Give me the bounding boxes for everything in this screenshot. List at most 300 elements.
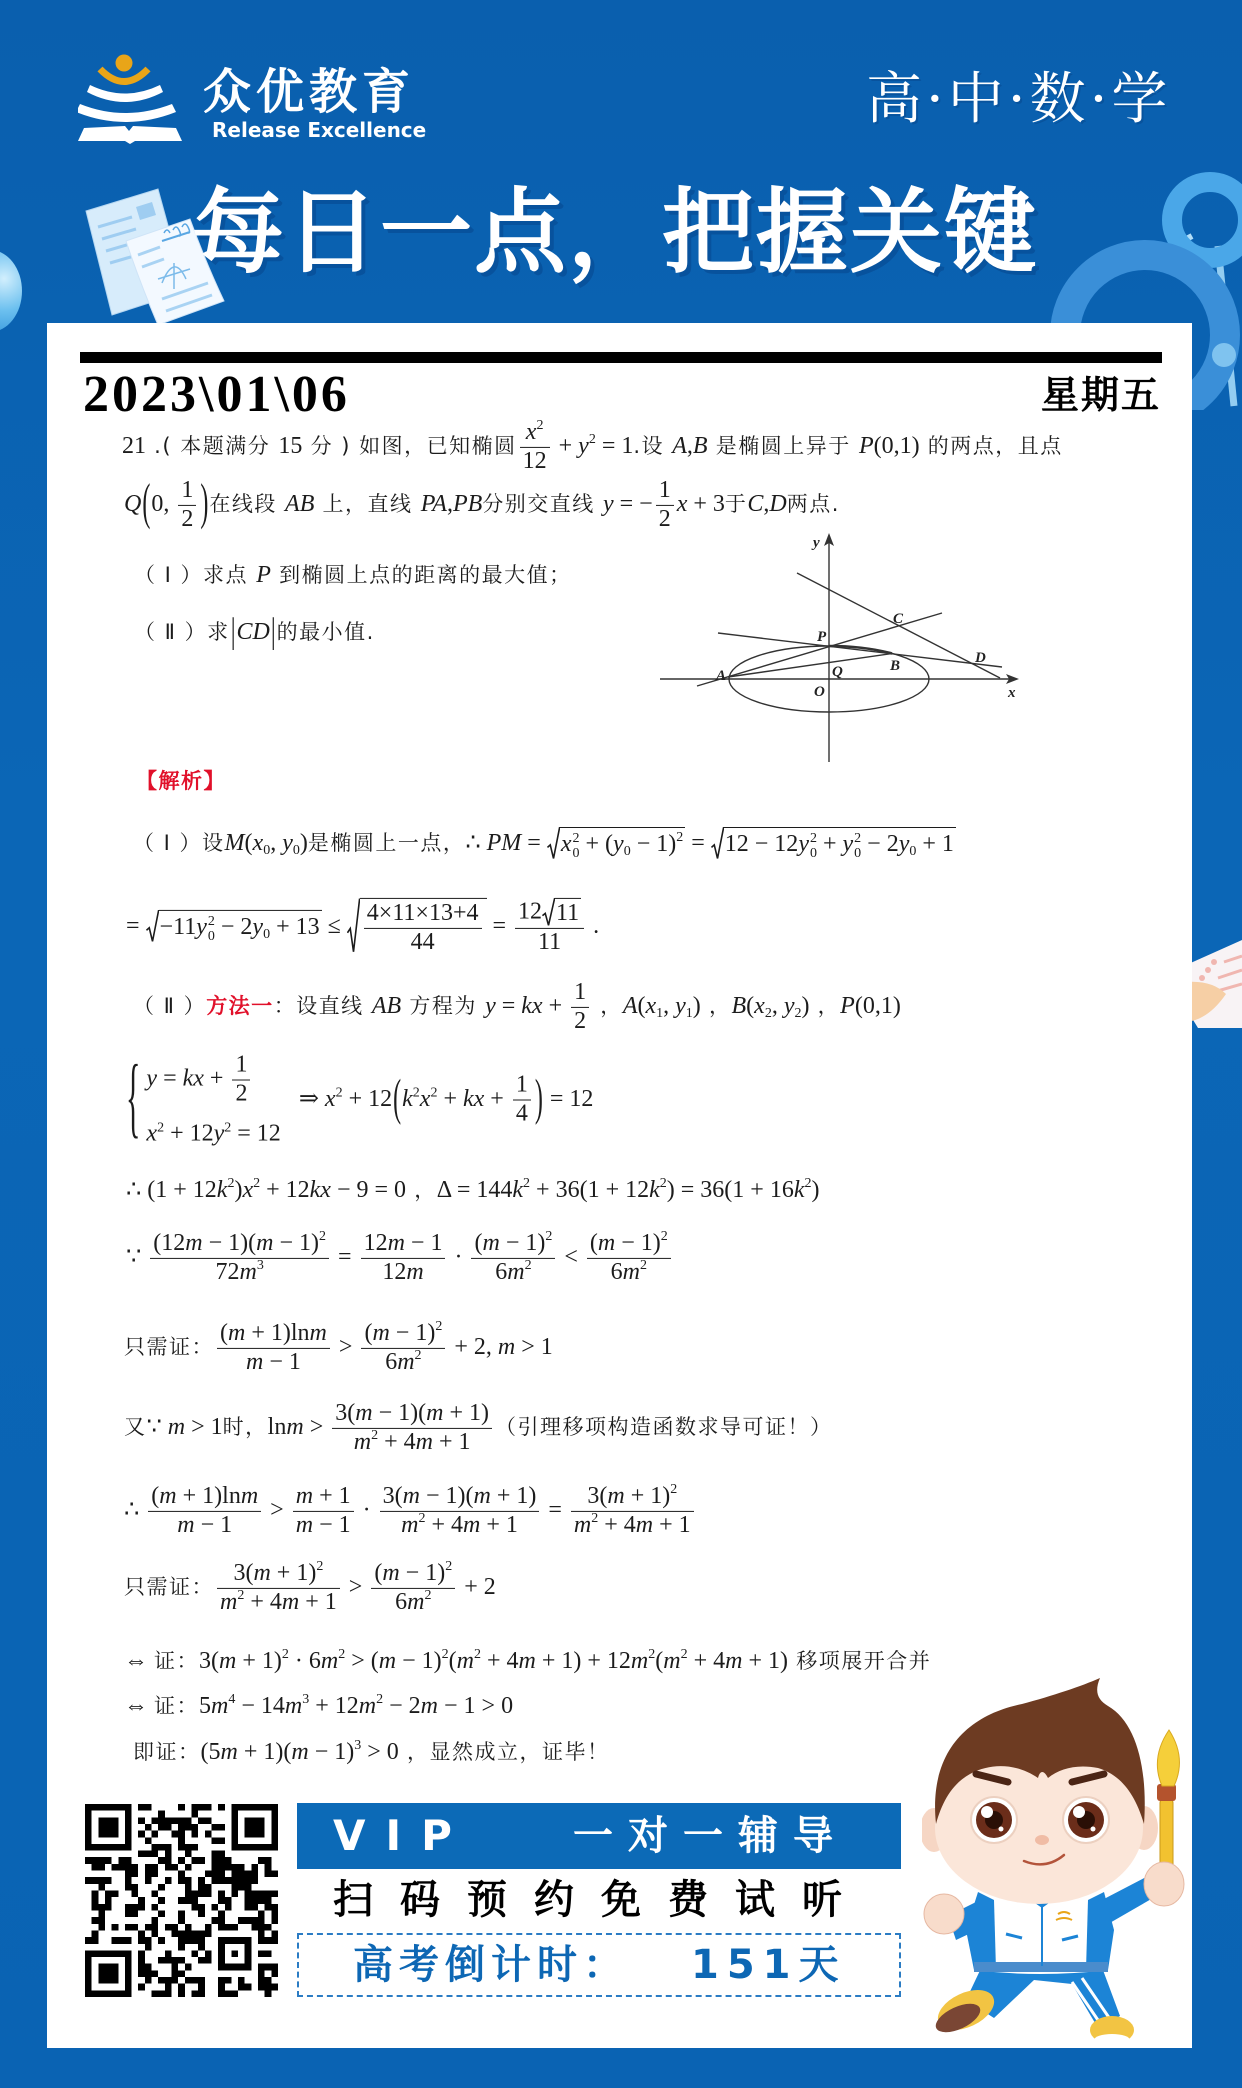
text-run: 到椭圆上点的距离的最大值； xyxy=(270,563,572,587)
math-roman: + 4 xyxy=(244,1588,282,1615)
math-roman: ⇔ xyxy=(124,1693,154,1719)
text-run: ， xyxy=(700,994,732,1018)
math-roman: 2 xyxy=(281,1647,289,1663)
superscript xyxy=(573,831,580,846)
solution-system xyxy=(126,1048,594,1149)
math-roman: ∵ xyxy=(146,1414,168,1440)
math-roman: = xyxy=(157,1065,183,1092)
text-run: （ Ⅰ ）设 xyxy=(133,831,225,855)
math-italic: m xyxy=(507,1258,525,1285)
math-italic: m xyxy=(353,1428,372,1455)
math-roman: (0,1) xyxy=(854,993,901,1019)
fraction xyxy=(513,1072,531,1128)
fraction-denominator xyxy=(380,1512,540,1540)
math-italic: m xyxy=(456,1648,474,1674)
diagram-labels xyxy=(715,535,1016,701)
math-roman: 0 xyxy=(263,843,271,859)
math-roman: 2 xyxy=(659,1176,667,1192)
superscript xyxy=(413,1081,420,1101)
math-italic: x xyxy=(324,1086,336,1113)
square-root xyxy=(711,827,956,861)
math-roman: + 1)( xyxy=(237,1739,292,1765)
radical-sign xyxy=(146,910,159,944)
math-italic: y xyxy=(675,993,686,1019)
solution-line xyxy=(126,1175,819,1205)
system-row xyxy=(146,1052,280,1108)
math-roman: − 1) xyxy=(389,1319,436,1346)
math-roman: 12 − 12 xyxy=(724,831,799,857)
superscript xyxy=(589,428,596,448)
fraction-numerator xyxy=(232,1052,250,1081)
math-roman: 0 xyxy=(292,843,300,859)
math-italic: m xyxy=(482,1229,500,1256)
math-italic: m xyxy=(415,1428,433,1455)
subscript xyxy=(810,846,817,861)
math-italic: P xyxy=(256,562,271,588)
big-delimiter: ) xyxy=(200,476,209,532)
math-italic: m xyxy=(378,1648,397,1674)
math-italic: B xyxy=(731,993,747,1019)
solution-line xyxy=(124,1400,832,1456)
text-run: ：设直线 xyxy=(273,994,372,1018)
superscript xyxy=(525,1254,532,1274)
math-italic: PA xyxy=(420,491,447,517)
math-roman: 2 xyxy=(640,1257,647,1273)
fraction xyxy=(571,979,589,1035)
fraction xyxy=(515,898,584,956)
math-roman: 21 xyxy=(122,433,146,459)
math-roman: 0 xyxy=(207,929,215,944)
subscript xyxy=(263,923,270,943)
math-roman: − 1)( xyxy=(419,1482,474,1509)
math-roman: 3( xyxy=(233,1559,254,1586)
math-roman: , xyxy=(763,491,770,517)
superscript xyxy=(319,1225,326,1245)
math-roman: 3 xyxy=(354,1738,362,1754)
math-roman: 44 xyxy=(410,928,435,955)
fraction-denominator xyxy=(178,506,196,534)
superscript xyxy=(336,1081,343,1101)
math-roman: , xyxy=(446,491,453,517)
math-roman: − 1 > 0 xyxy=(438,1693,514,1719)
math-roman: + xyxy=(816,831,843,857)
math-italic: y xyxy=(146,1065,158,1092)
math-roman: 1 xyxy=(515,1071,528,1098)
math-roman: 4 xyxy=(515,1100,528,1127)
math-italic: x xyxy=(252,830,264,856)
label-p: P xyxy=(817,629,827,645)
fraction xyxy=(148,1483,261,1539)
math-italic: m xyxy=(246,1348,264,1375)
math-roman: 6 xyxy=(395,1588,408,1615)
qr-finder-pattern xyxy=(231,1804,278,1851)
fraction xyxy=(571,1483,694,1539)
fraction-numerator xyxy=(515,898,584,929)
radical-sign xyxy=(711,827,724,861)
math-italic: k xyxy=(793,1177,805,1203)
superscript xyxy=(424,1584,431,1604)
absolute-value-bar: | xyxy=(270,612,276,652)
math-roman: 11 xyxy=(556,899,580,926)
math-italic: m xyxy=(407,1588,425,1615)
superscript xyxy=(371,1424,378,1444)
math-roman: 2 xyxy=(591,1510,599,1526)
math-roman: + 1) xyxy=(270,1559,317,1586)
math-roman: ) xyxy=(811,1177,820,1203)
problem-question-1 xyxy=(134,560,572,590)
math-roman: 2 xyxy=(224,1120,232,1136)
math-roman: ) xyxy=(234,1177,243,1203)
math-italic: m xyxy=(219,1648,237,1674)
fraction xyxy=(217,1560,340,1616)
math-italic: C xyxy=(747,491,764,517)
math-roman: 12 xyxy=(518,898,543,925)
math-roman: 3( xyxy=(335,1399,356,1426)
fraction xyxy=(150,1230,329,1286)
math-italic: y xyxy=(798,831,809,857)
label-o: O xyxy=(814,684,825,700)
math-roman: ( xyxy=(746,993,755,1019)
math-italic: y xyxy=(485,993,496,1019)
math-roman: + 1 xyxy=(432,1428,471,1455)
math-roman: ( xyxy=(364,1319,373,1346)
text-run: ，显然成立，证毕！ xyxy=(398,1740,610,1764)
superscript xyxy=(445,1555,452,1575)
fraction-denominator xyxy=(217,1349,330,1377)
fraction-numerator xyxy=(656,477,674,506)
text-run: 移项展开合并 xyxy=(788,1649,932,1673)
math-roman: − 1)( xyxy=(372,1399,427,1426)
math-italic: M xyxy=(224,830,245,856)
math-roman: 1 xyxy=(235,1051,248,1078)
math-roman: , xyxy=(270,830,283,856)
math-roman: = xyxy=(486,913,513,939)
text-run: （ Ⅱ ）求 xyxy=(134,620,230,644)
math-italic: m xyxy=(635,1511,654,1538)
math-roman: 2 xyxy=(572,831,580,846)
math-italic: AB xyxy=(371,993,402,1019)
fraction-denominator xyxy=(371,1589,455,1617)
text-run: （引理移项构造函数求导可证！） xyxy=(494,1415,833,1439)
math-roman: . xyxy=(587,913,600,939)
math-roman: − 1) xyxy=(615,1229,661,1256)
superscript xyxy=(676,826,683,846)
superscript xyxy=(208,914,215,929)
math-roman: ) xyxy=(299,830,308,856)
math-italic: m xyxy=(284,1693,303,1719)
divider-bar xyxy=(80,352,1162,363)
mascot-legs xyxy=(932,1962,1134,2046)
math-roman: 2 xyxy=(524,1257,532,1273)
math-roman: + xyxy=(484,1086,510,1113)
fraction-denominator xyxy=(232,1080,250,1108)
math-roman: ∵ xyxy=(126,1244,148,1270)
fraction-numerator xyxy=(587,1230,671,1259)
math-italic: m xyxy=(220,1739,238,1765)
math-roman: 2 xyxy=(207,914,215,929)
math-roman: 2 xyxy=(574,1007,587,1034)
fraction-denominator xyxy=(520,448,550,476)
countdown-value: 151天 xyxy=(691,1942,847,1988)
math-italic: P xyxy=(840,993,855,1019)
superscript xyxy=(435,1315,442,1335)
math-italic: kx xyxy=(521,993,543,1019)
fraction-numerator xyxy=(471,1230,555,1259)
text-run: 又 xyxy=(124,1415,147,1439)
math-roman: − 2 xyxy=(214,914,253,940)
fraction-numerator xyxy=(520,419,550,448)
math-roman: 6 xyxy=(610,1258,623,1285)
math-roman: + xyxy=(542,993,569,1019)
math-italic: m xyxy=(630,1648,649,1674)
radical-sign xyxy=(547,827,560,861)
math-roman: 0 xyxy=(263,927,271,943)
subscript xyxy=(686,1002,693,1022)
math-roman: > 0 xyxy=(361,1739,399,1765)
fraction xyxy=(361,1230,446,1286)
solution-line xyxy=(126,898,599,956)
math-roman: (12 xyxy=(153,1229,186,1256)
fraction-denominator xyxy=(150,1259,329,1287)
math-roman: + 1) + 12 xyxy=(535,1648,631,1674)
fraction-denominator xyxy=(293,1512,354,1540)
math-roman: 5 xyxy=(199,1693,211,1719)
radicand xyxy=(555,898,581,928)
math-roman: 2 xyxy=(424,1587,432,1603)
paintbrush-icon xyxy=(1157,1730,1179,1878)
vip-label: VIP xyxy=(333,1811,472,1860)
math-roman: − 1) xyxy=(273,1229,320,1256)
vip-service-label: 一对一辅导 xyxy=(573,1813,848,1859)
math-italic: m xyxy=(497,1334,516,1360)
math-italic: m xyxy=(426,1399,444,1426)
math-roman: + 4 xyxy=(480,1648,519,1674)
math-italic: k xyxy=(402,1086,413,1113)
math-roman: ( xyxy=(374,1559,383,1586)
fraction-numerator xyxy=(371,1560,455,1589)
subscript xyxy=(293,839,300,859)
fraction-numerator xyxy=(148,1483,261,1512)
radical-sign xyxy=(347,898,360,956)
text-run: ， xyxy=(809,994,841,1018)
math-roman: + 12 xyxy=(164,1120,214,1147)
fraction xyxy=(217,1320,330,1376)
qr-code-icon xyxy=(83,1804,280,1997)
label-y: y xyxy=(813,535,820,551)
math-italic: y xyxy=(578,433,589,459)
subscript xyxy=(208,929,215,944)
math-italic: Q xyxy=(124,491,142,517)
fraction-denominator xyxy=(217,1589,340,1617)
math-roman: · 6 xyxy=(288,1648,321,1674)
math-italic: A xyxy=(622,993,638,1019)
math-roman: ( xyxy=(474,1229,483,1256)
math-italic: m xyxy=(607,1482,625,1509)
math-italic: m xyxy=(573,1511,592,1538)
math-italic: m xyxy=(420,1693,439,1719)
math-roman: > xyxy=(342,1574,369,1600)
label-x: x xyxy=(1008,685,1016,701)
superscript xyxy=(316,1555,323,1575)
math-italic: AB xyxy=(285,491,315,517)
math-roman: 2 xyxy=(854,831,862,846)
fraction-numerator xyxy=(332,1400,492,1429)
math-roman: 2 xyxy=(435,1319,443,1335)
vip-banner xyxy=(297,1803,901,1869)
brand-tagline: Release Excellence xyxy=(212,118,427,142)
fraction xyxy=(587,1230,671,1286)
absolute-value-bar: | xyxy=(230,612,236,652)
fraction-denominator xyxy=(364,929,482,957)
sphere-icon xyxy=(0,250,22,332)
math-roman: 6 xyxy=(385,1348,398,1375)
math-roman: ln xyxy=(267,1414,287,1440)
math-roman: , xyxy=(686,433,693,459)
math-italic: y xyxy=(783,993,795,1019)
math-roman: + 1) xyxy=(490,1482,537,1509)
math-roman: = 12 xyxy=(543,1086,594,1113)
ellipse-diagram xyxy=(650,520,1030,770)
math-roman: − 1) xyxy=(499,1229,546,1256)
countdown-label: 高考倒计时： xyxy=(353,1942,629,1988)
math-italic: m xyxy=(320,1648,339,1674)
math-roman: 3( xyxy=(382,1482,403,1509)
fraction-denominator xyxy=(571,1512,694,1540)
math-italic: y xyxy=(842,831,854,857)
superscript xyxy=(536,414,543,434)
fraction-denominator xyxy=(513,1101,531,1129)
math-roman: > xyxy=(303,1414,330,1440)
math-italic: m xyxy=(253,1559,271,1586)
math-italic: x xyxy=(419,1086,431,1113)
text-run: 的最小值. xyxy=(276,620,375,644)
system-rows xyxy=(146,1052,280,1149)
brand-name: 众优教育 xyxy=(203,64,416,120)
math-italic: m xyxy=(256,1229,274,1256)
fraction-numerator xyxy=(293,1483,354,1512)
math-roman: + 2 xyxy=(458,1574,496,1600)
superscript xyxy=(415,1344,422,1364)
math-roman: ( xyxy=(220,1319,228,1346)
math-roman: 2 xyxy=(235,1080,248,1107)
math-italic: m xyxy=(309,1319,327,1346)
math-italic: x xyxy=(525,418,537,445)
math-italic: m xyxy=(402,1482,420,1509)
math-italic: m xyxy=(622,1258,640,1285)
math-roman: 1 xyxy=(181,476,194,503)
math-italic: kx xyxy=(309,1177,331,1203)
math-roman: 72 xyxy=(215,1258,240,1285)
math-italic: m xyxy=(220,1588,238,1615)
fraction-numerator xyxy=(571,979,589,1008)
math-roman: ( xyxy=(244,830,253,856)
big-delimiter: ( xyxy=(142,476,151,532)
radical-sign-icon xyxy=(542,898,555,928)
fraction xyxy=(371,1560,455,1616)
radicand xyxy=(724,827,956,861)
superscript xyxy=(282,1643,289,1663)
math-roman: 2 xyxy=(764,1006,772,1022)
mascot-head xyxy=(922,1678,1158,1904)
superscript xyxy=(157,1116,164,1136)
solution-line xyxy=(133,827,956,861)
math-roman: ) = 36(1 + 16 xyxy=(666,1177,794,1203)
math-roman: + xyxy=(552,433,579,459)
math-italic: m xyxy=(167,1414,186,1440)
fraction xyxy=(520,419,550,475)
math-roman: 4×11×13+4 xyxy=(366,899,479,926)
fraction-numerator xyxy=(150,1230,329,1259)
fraction-denominator xyxy=(148,1512,261,1540)
math-italic: k xyxy=(512,1177,524,1203)
math-roman: (5 xyxy=(200,1739,221,1765)
text-run: 上，直线 xyxy=(314,492,421,516)
logo-dot xyxy=(116,55,133,72)
label-d: D xyxy=(975,650,986,666)
math-italic: CD xyxy=(236,619,270,645)
math-italic: m xyxy=(401,1511,419,1538)
text-run: ， xyxy=(592,994,623,1018)
math-roman: = xyxy=(521,830,547,856)
superscript xyxy=(257,1254,264,1274)
math-italic: x xyxy=(560,831,572,857)
radical-sign-icon xyxy=(347,898,360,956)
subject-title: 高·中·数·学 xyxy=(866,67,1172,132)
math-italic: x xyxy=(676,491,688,517)
text-run: 只需证： xyxy=(124,1335,214,1359)
math-roman: + 4 xyxy=(598,1511,636,1538)
math-roman: 1 xyxy=(656,1006,664,1022)
text-run: （ Ⅰ ）求点 xyxy=(134,563,257,587)
solution-line xyxy=(124,1320,553,1376)
math-roman: + xyxy=(437,1086,463,1113)
math-roman: 12 xyxy=(522,447,547,474)
math-roman: − 2 xyxy=(383,1693,421,1719)
math-italic: m xyxy=(286,1414,304,1440)
superscript xyxy=(640,1254,647,1274)
fraction xyxy=(364,900,482,956)
math-roman: Δ = 144 xyxy=(436,1177,513,1203)
math-italic: k xyxy=(216,1177,228,1203)
math-roman: ⇒ xyxy=(280,1086,325,1113)
math-roman: − 1) xyxy=(396,1648,442,1674)
math-roman: = − xyxy=(613,491,653,517)
radicand xyxy=(159,910,322,944)
superscript xyxy=(810,831,817,846)
text-run: 的两点，且点 xyxy=(919,434,1063,458)
radicand xyxy=(360,898,487,956)
math-roman: ( xyxy=(151,1482,160,1509)
math-roman: , xyxy=(663,993,676,1019)
math-roman: > xyxy=(264,1497,290,1523)
square-root xyxy=(146,910,322,944)
math-roman: 2 xyxy=(430,1085,438,1101)
fraction-denominator xyxy=(361,1259,446,1287)
math-roman: 2 xyxy=(473,1647,481,1663)
math-roman: 1 xyxy=(574,978,587,1005)
math-roman: ∴ xyxy=(465,830,487,856)
math-italic: k xyxy=(649,1177,660,1203)
math-roman: 2 xyxy=(316,1559,324,1575)
math-roman: 2 xyxy=(648,1647,656,1663)
math-italic: y xyxy=(282,830,293,856)
math-roman: 3 xyxy=(256,1257,264,1273)
fraction-numerator xyxy=(361,1320,445,1349)
text-run: 即证： xyxy=(133,1740,201,1764)
text-run: 证： xyxy=(154,1694,199,1718)
math-roman: (0,1) xyxy=(873,433,920,459)
math-italic: PM xyxy=(486,830,522,856)
